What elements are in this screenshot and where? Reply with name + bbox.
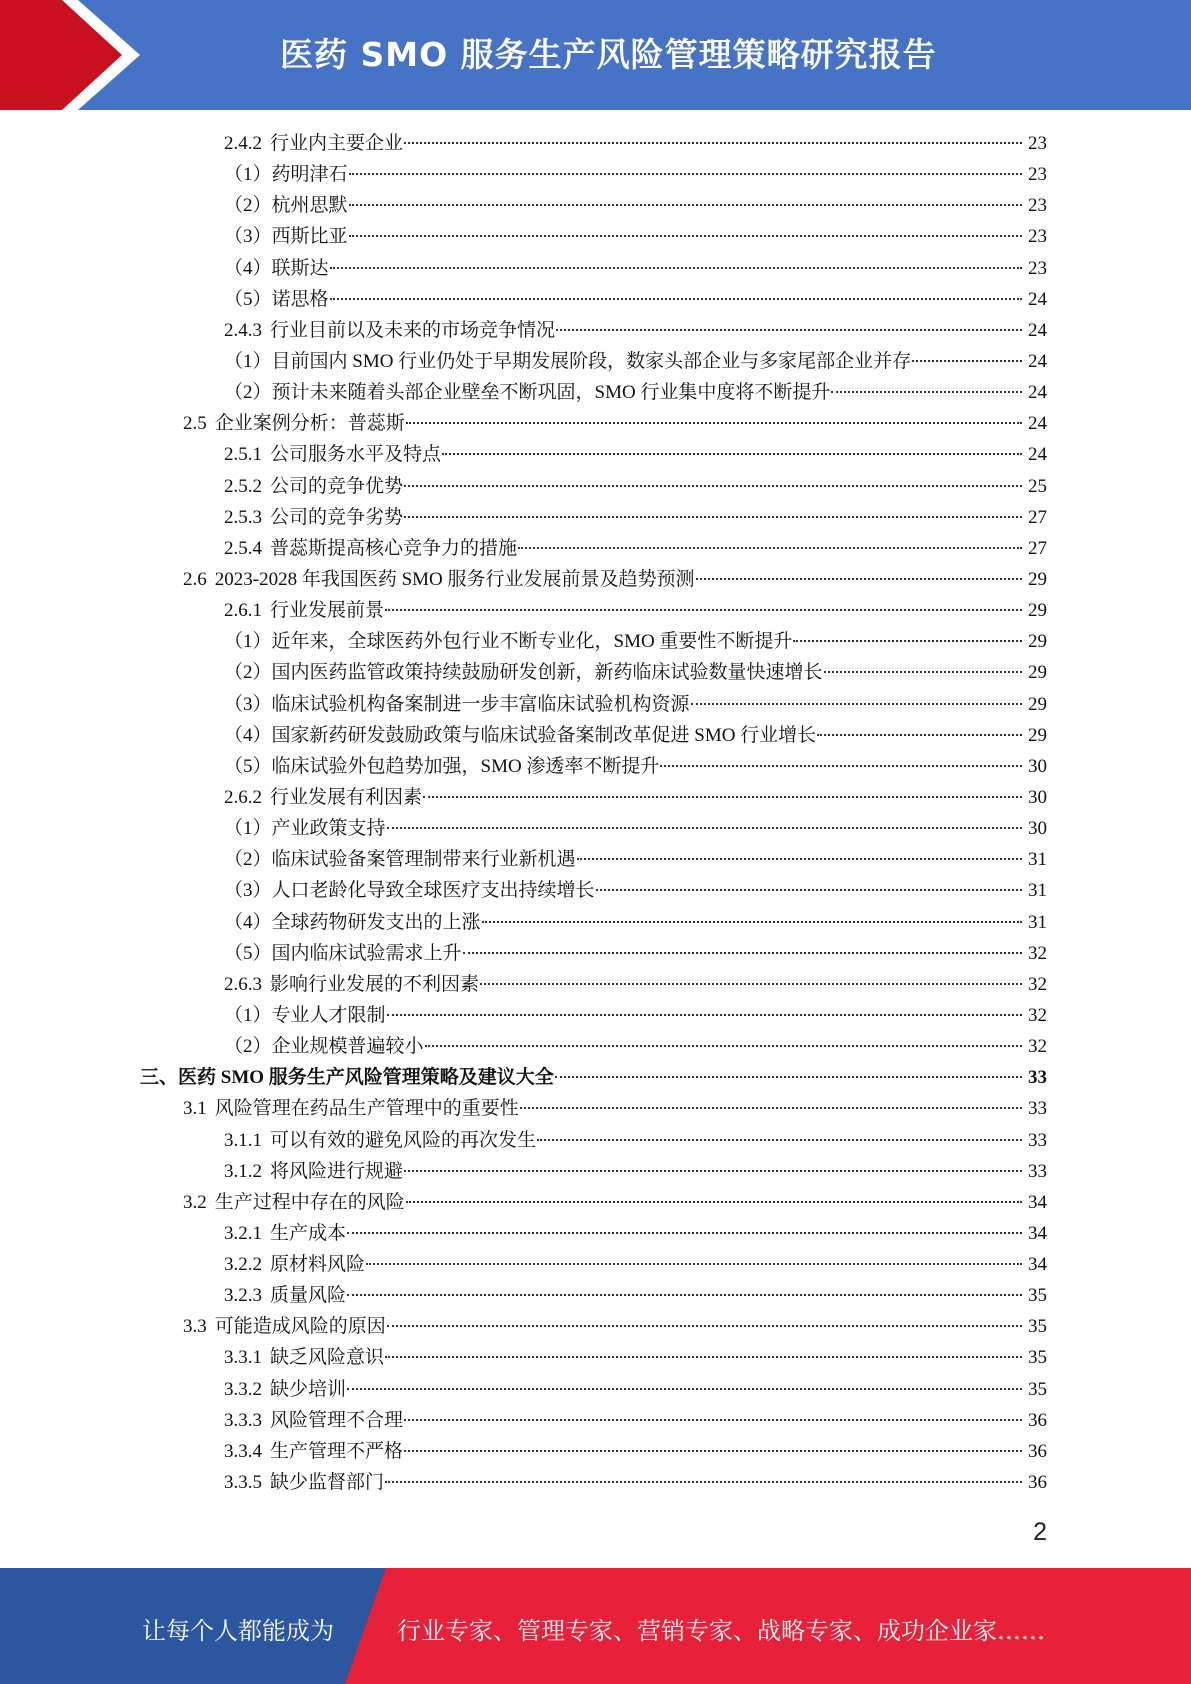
toc-entry-title: （4）全球药物研发支出的上涨 [224,911,481,933]
toc-entry[interactable] [0,875,1191,906]
toc-entry[interactable] [0,471,1191,502]
toc-entry-title: （3）临床试验机构备案制进一步丰富临床试验机构资源 [224,693,690,715]
toc-dot-leader [406,422,1022,424]
toc-entry-title: （5）临床试验外包趋势加强，SMO 渗透率不断提升 [224,755,660,777]
toc-entry[interactable] [0,408,1191,439]
toc-entry[interactable] [0,533,1191,564]
toc-entry-title: 生产成本 [270,1222,347,1244]
toc-entry-number: 3.3 [183,1316,207,1338]
table-of-contents [0,128,1191,1498]
toc-dot-leader [366,1263,1022,1265]
toc-entry-number: 3.1.2 [224,1160,262,1182]
toc-entry-title: （2）杭州思默 [224,195,348,217]
toc-entry[interactable] [0,439,1191,470]
toc-entry[interactable] [0,1031,1191,1062]
toc-entry[interactable] [0,1467,1191,1498]
toc-entry[interactable] [0,1311,1191,1342]
toc-entry-title: 行业发展有利因素 [270,786,423,808]
toc-entry[interactable] [0,1436,1191,1467]
toc-dot-leader [387,1325,1022,1327]
toc-entry[interactable] [0,253,1191,284]
toc-entry-page: 36 [1028,1409,1047,1431]
toc-entry-page: 35 [1028,1285,1047,1307]
footer-slogan-left: 让每个人都能成为 [142,1617,334,1645]
toc-entry[interactable] [0,720,1191,751]
toc-entry-title: 普蕊斯提高核心竞争力的措施 [270,537,518,559]
toc-entry[interactable] [0,813,1191,844]
toc-dot-leader [442,453,1022,455]
toc-dot-leader [556,329,1022,331]
toc-entry-title: 影响行业发展的不利因素 [270,973,480,995]
toc-dot-leader [482,921,1022,923]
toc-entry[interactable] [0,751,1191,782]
toc-entry-page: 30 [1028,818,1047,840]
toc-dot-leader [793,640,1022,642]
toc-entry[interactable] [0,1000,1191,1031]
toc-entry[interactable] [0,969,1191,1000]
toc-entry-page: 25 [1028,475,1047,497]
toc-dot-leader [347,1294,1022,1296]
toc-entry-title: 风险管理不合理 [270,1409,404,1431]
toc-entry-page: 33 [1028,1098,1047,1120]
toc-entry[interactable] [0,595,1191,626]
toc-entry-page: 27 [1028,506,1047,528]
toc-entry-page: 30 [1028,786,1047,808]
toc-entry-page: 34 [1028,1254,1047,1276]
toc-entry-title: （1）专业人才限制 [224,1004,386,1026]
toc-entry-page: 24 [1028,444,1047,466]
toc-entry-page: 29 [1028,724,1047,746]
toc-entry-number: 3.3.5 [224,1472,262,1494]
toc-dot-leader [518,547,1022,549]
toc-dot-leader [404,485,1022,487]
toc-entry-title: 行业目前以及未来的市场竞争情况 [270,319,556,341]
toc-entry[interactable] [0,502,1191,533]
toc-entry-number: 3.2.2 [224,1254,262,1276]
toc-entry-title: （4）联斯达 [224,257,329,279]
report-title: 医药 SMO 服务生产风险管理策略研究报告 [280,35,937,74]
toc-entry-number: 3.3.3 [224,1409,262,1431]
toc-entry-title: 缺乏风险意识 [270,1347,385,1369]
toc-entry-page: 23 [1028,257,1047,279]
toc-entry-page: 24 [1028,413,1047,435]
toc-entry-title: （2）国内医药监管政策持续鼓励研发创新，新药临床试验数量快速增长 [224,662,823,684]
toc-entry-page: 24 [1028,350,1047,372]
toc-entry-title: （2）临床试验备案管理制带来行业新机遇 [224,849,576,871]
toc-entry[interactable] [0,1218,1191,1249]
header-banner [0,0,1191,110]
toc-dot-leader [404,142,1022,144]
toc-entry-number: 3.2.3 [224,1285,262,1307]
toc-entry-page: 33 [1028,1067,1047,1089]
toc-entry[interactable] [0,1187,1191,1218]
toc-dot-leader [387,1014,1022,1016]
toc-entry[interactable] [0,315,1191,346]
toc-entry-page: 33 [1028,1160,1047,1182]
toc-dot-leader [425,1045,1022,1047]
toc-entry-page: 23 [1028,195,1047,217]
toc-entry-title: （2）预计未来随着头部企业壁垒不断巩固，SMO 行业集中度将不断提升 [224,382,831,404]
toc-entry-page: 29 [1028,631,1047,653]
toc-entry-page: 24 [1028,319,1047,341]
toc-entry-page: 34 [1028,1222,1047,1244]
toc-dot-leader [817,734,1022,736]
toc-entry-number: 2.5 [183,413,207,435]
toc-entry-title: 企业案例分析：普蕊斯 [214,413,405,435]
toc-entry[interactable] [0,782,1191,813]
toc-entry-number: 2.5.4 [224,537,262,559]
toc-dot-leader [596,889,1022,891]
toc-dot-leader [404,1170,1022,1172]
toc-entry-number: 3.1.1 [224,1129,262,1151]
toc-entry-title: （1）目前国内 SMO 行业仍处于早期发展阶段，数家头部企业与多家尾部企业并存 [224,350,912,372]
toc-dot-leader [330,298,1022,300]
toc-dot-leader [463,952,1022,954]
toc-entry-page: 23 [1028,133,1047,154]
toc-entry[interactable] [0,128,1191,159]
toc-dot-leader [385,1356,1022,1358]
toc-entry[interactable] [0,689,1191,720]
toc-entry-page: 29 [1028,693,1047,715]
toc-entry[interactable] [0,159,1191,190]
toc-entry[interactable] [0,1342,1191,1373]
toc-entry-title: 原材料风险 [270,1254,366,1276]
toc-dot-leader [824,671,1022,673]
toc-dot-leader [555,1076,1022,1078]
toc-entry-page: 23 [1028,226,1047,248]
toc-entry-title: （5）国内临床试验需求上升 [224,942,462,964]
toc-entry-page: 29 [1028,662,1047,684]
toc-entry-title: （4）国家新药研发鼓励政策与临床试验备案制改革促进 SMO 行业增长 [224,724,817,746]
toc-entry[interactable] [0,284,1191,315]
toc-dot-leader [387,827,1022,829]
toc-dot-leader [349,173,1022,175]
toc-entry-page: 29 [1028,568,1047,590]
toc-entry[interactable] [0,221,1191,252]
toc-entry-page: 35 [1028,1316,1047,1338]
toc-entry-page: 32 [1028,973,1047,995]
toc-dot-leader [349,235,1022,237]
toc-entry-page: 24 [1028,382,1047,404]
toc-entry-title: 可能造成风险的原因 [214,1316,386,1338]
toc-dot-leader [406,1201,1022,1203]
toc-entry[interactable] [0,377,1191,408]
toc-entry-page: 36 [1028,1440,1047,1462]
toc-entry-title: 生产过程中存在的风险 [214,1191,405,1213]
toc-entry-number: 3.3.2 [224,1378,262,1400]
toc-entry-page: 23 [1028,164,1047,186]
toc-dot-leader [520,1107,1022,1109]
toc-entry[interactable] [0,1062,1191,1093]
toc-dot-leader [404,516,1022,518]
toc-entry-title: （1）药明津石 [224,164,348,186]
toc-entry-number: 3.3.1 [224,1347,262,1369]
toc-entry-page: 32 [1028,1004,1047,1026]
toc-entry-page: 35 [1028,1347,1047,1369]
toc-entry[interactable] [0,1374,1191,1405]
toc-dot-leader [423,796,1022,798]
toc-entry[interactable] [0,190,1191,221]
toc-dot-leader [330,267,1022,269]
toc-entry-title: 公司的竞争优势 [270,475,404,497]
toc-entry[interactable] [0,907,1191,938]
toc-entry[interactable] [0,938,1191,969]
page-number: 2 [1033,1518,1047,1546]
toc-entry-page: 33 [1028,1129,1047,1151]
toc-entry[interactable] [0,1125,1191,1156]
toc-entry-title: 行业发展前景 [270,600,385,622]
toc-entry-title: 将风险进行规避 [270,1160,404,1182]
toc-entry-page: 32 [1028,942,1047,964]
toc-entry-page: 31 [1028,911,1047,933]
toc-entry-title: （3）人口老龄化导致全球医疗支出持续增长 [224,880,595,902]
toc-dot-leader [696,578,1022,580]
toc-dot-leader [349,204,1022,206]
toc-entry[interactable] [0,1093,1191,1124]
toc-dot-leader [347,1388,1022,1390]
toc-entry-number: 2.5.3 [224,506,262,528]
toc-entry-page: 31 [1028,880,1047,902]
toc-entry-title: 可以有效的避免风险的再次发生 [270,1129,537,1151]
toc-entry-page: 24 [1028,288,1047,310]
toc-dot-leader [912,360,1022,362]
toc-entry-title: （3）西斯比亚 [224,226,348,248]
toc-entry-page: 36 [1028,1472,1047,1494]
toc-entry[interactable] [0,844,1191,875]
toc-entry-page: 35 [1028,1378,1047,1400]
toc-dot-leader [347,1232,1022,1234]
toc-entry-page: 30 [1028,755,1047,777]
toc-entry-page: 34 [1028,1191,1047,1213]
toc-entry-title: 缺少监督部门 [270,1472,385,1494]
toc-entry[interactable] [0,1249,1191,1280]
footer-slogan-right: 行业专家、管理专家、营销专家、战略专家、成功企业家…… [397,1617,1045,1645]
toc-entry-title: 行业内主要企业 [270,133,404,154]
toc-entry[interactable] [0,626,1191,657]
toc-entry-number: 2.4.2 [224,133,262,154]
red-arrow-icon [0,0,160,110]
toc-entry-title: 公司服务水平及特点 [270,444,442,466]
toc-entry-number: 2.6.2 [224,786,262,808]
toc-entry-number: 2.6.3 [224,973,262,995]
toc-entry-title: 公司的竞争劣势 [270,506,404,528]
toc-entry-page: 32 [1028,1036,1047,1058]
toc-entry-number: 3.3.4 [224,1440,262,1462]
toc-entry-number: 3.2 [183,1191,207,1213]
toc-dot-leader [385,1481,1022,1483]
toc-entry-page: 27 [1028,537,1047,559]
toc-entry-number: 2.6 [183,568,207,590]
toc-entry-title: 生产管理不严格 [270,1440,404,1462]
toc-dot-leader [385,609,1022,611]
toc-entry-title: 质量风险 [270,1285,347,1307]
toc-dot-leader [480,983,1022,985]
toc-entry[interactable] [0,1156,1191,1187]
toc-entry[interactable] [0,1405,1191,1436]
toc-entry-title: 风险管理在药品生产管理中的重要性 [214,1098,519,1120]
toc-entry-title: 三、医药 SMO 服务生产风险管理策略及建议大全 [140,1067,554,1089]
toc-entry-title: （1）产业政策支持 [224,818,386,840]
toc-dot-leader [537,1139,1022,1141]
toc-entry-title: （5）诺思格 [224,288,329,310]
toc-entry-page: 29 [1028,600,1047,622]
toc-dot-leader [404,1419,1022,1421]
toc-entry-number: 2.5.1 [224,444,262,466]
toc-entry[interactable] [0,564,1191,595]
toc-dot-leader [577,858,1022,860]
toc-entry-page: 31 [1028,849,1047,871]
toc-entry-number: 2.4.3 [224,319,262,341]
toc-dot-leader [660,765,1022,767]
toc-entry[interactable] [0,346,1191,377]
toc-entry-number: 2.6.1 [224,600,262,622]
toc-entry-title: 2023-2028 年我国医药 SMO 服务行业发展前景及趋势预测 [214,568,695,590]
toc-entry-title: （2）企业规模普遍较小 [224,1036,424,1058]
toc-entry-number: 3.1 [183,1098,207,1120]
toc-entry-number: 3.2.1 [224,1222,262,1244]
toc-entry-title: （1）近年来，全球医药外包行业不断专业化，SMO 重要性不断提升 [224,631,793,653]
toc-entry-title: 缺少培训 [270,1378,347,1400]
toc-entry-number: 2.5.2 [224,475,262,497]
toc-dot-leader [404,1450,1022,1452]
toc-entry[interactable] [0,657,1191,688]
toc-dot-leader [691,703,1022,705]
toc-dot-leader [831,391,1022,393]
toc-entry[interactable] [0,1280,1191,1311]
